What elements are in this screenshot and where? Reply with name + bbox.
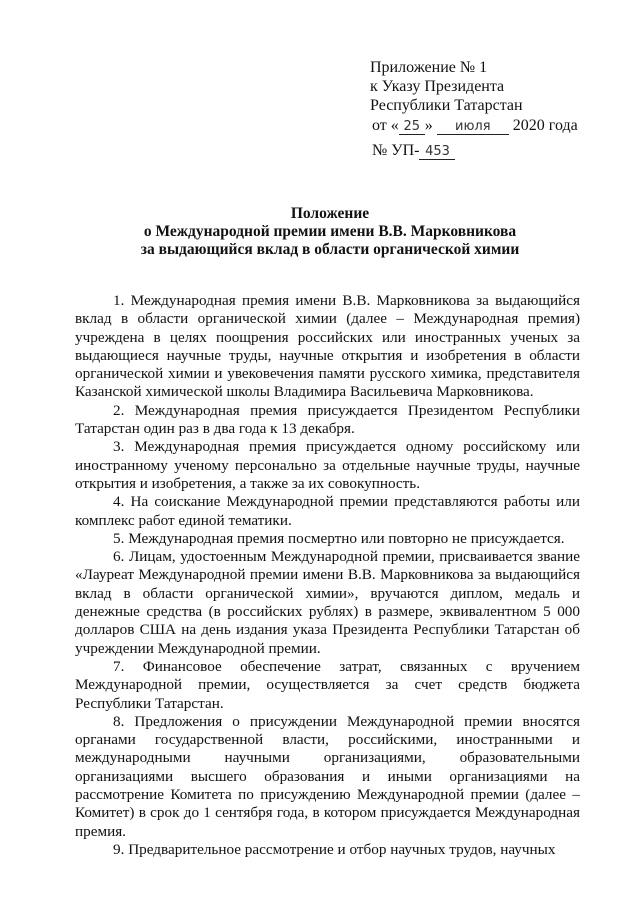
- paragraph: 2. Международная премия присуждается Президентом Республики Татарстан один раз в два года к 13 декабря.: [75, 401, 580, 438]
- appendix-line-1: Приложение № 1: [370, 59, 488, 76]
- date-year: 2020 года: [512, 117, 578, 134]
- number-value: 453: [419, 144, 455, 160]
- title-line-2: о Международной премии имени В.В. Марковникова: [143, 223, 517, 240]
- document-body: [75, 292, 580, 859]
- date-day: 25: [399, 119, 425, 135]
- document-title: [60, 205, 600, 259]
- paragraph: 7. Финансовое обеспечение затрат, связанных с вручением Международной премии, осуществляется за счет средств бюджета Республики Татарстан.: [75, 657, 580, 712]
- paragraph: 5. Международная премия посмертно или повторно не присуждается.: [113, 529, 565, 547]
- title-line-1: Положение: [290, 205, 370, 222]
- paragraph: 1. Международная премия имени В.В. Марковникова за выдающийся вклад в области органической химии (далее – Международная премия) учреждена в целях поощрения российских или иностранных ученых за выдающиеся научные труды, научные открытия и изобретения в области органической химии и увековечения памяти русского химика, представителя Казанской химической школы Владимира Васильевича Марковникова.: [75, 292, 580, 401]
- date-prefix: от «: [372, 117, 399, 134]
- paragraph: 3. Международная премия присуждается одному российскому или иностранному ученому персонально за отдельные научные труды, научные открытия и изобретения, а также за их совокупность.: [75, 438, 580, 492]
- decree-number: [372, 142, 455, 160]
- title-line-3: за выдающийся вклад в области органической химии: [140, 241, 520, 258]
- paragraph: 8. Предложения о присуждении Международной премии вносятся органами государственной власти, российскими, иностранными и международными научными организациями, образовательными организациями высшего образования и иными организациями на рассмотрение Комитета по присуждению Международной премии (далее – Комитет) в срок до 1 сентября года, в котором присуждается Международная премия.: [75, 712, 580, 840]
- appendix-line-2: к Указу Президента: [370, 78, 505, 95]
- number-prefix: № УП-: [372, 142, 420, 159]
- date-mid: »: [424, 117, 433, 134]
- decree-date: [372, 117, 578, 135]
- paragraph: 6. Лицам, удостоенным Международной премии, присваивается звание «Лауреат Международной премии имени В.В. Марковникова за выдающийся вклад в области органической химии», вручаются диплом, медаль и денежные средства (в российских рублях) в размере, эквивалентном 5 000 долларов США на день издания указа Президента Республики Татарстан об учреждении Международной премии.: [75, 548, 580, 657]
- appendix-line-3: Республики Татарстан: [370, 97, 523, 114]
- paragraph: 9. Предварительное рассмотрение и отбор научных трудов, научных: [113, 840, 556, 858]
- paragraph: 4. На соискание Международной премии представляются работы или комплекс работ единой тематики.: [75, 493, 580, 529]
- appendix-header: [370, 58, 620, 115]
- date-month: июля: [437, 119, 509, 135]
